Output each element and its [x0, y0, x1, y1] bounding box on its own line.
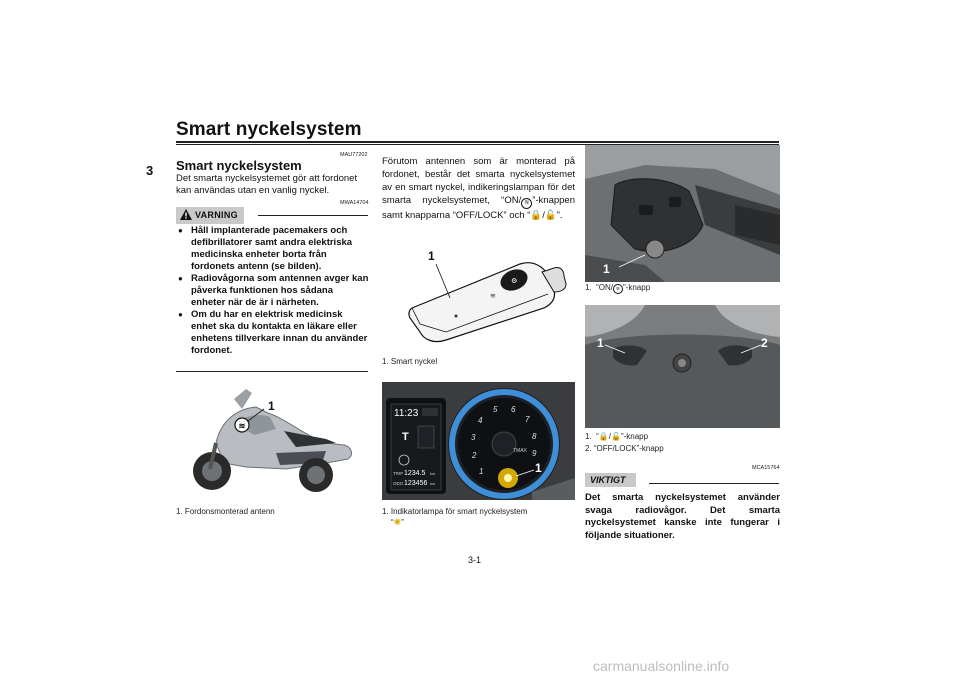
- warning-header: [176, 205, 244, 224]
- dash-trip-unit: km: [430, 471, 436, 476]
- watermark: carmanualsonline.info: [593, 658, 730, 674]
- smart-key-symbol-icon: ≋: [613, 284, 623, 294]
- callout-1: 1: [597, 336, 604, 350]
- figure-caption-symbol: “✺”: [391, 517, 404, 527]
- section-code: MAU77202: [340, 152, 368, 158]
- section-heading: Smart nyckelsystem: [176, 158, 302, 173]
- callout-1: 1: [603, 262, 610, 276]
- page-title: Smart nyckelsystem: [176, 119, 362, 140]
- callout-1: 1: [268, 399, 275, 413]
- warning-item: ● Håll implanterade pacemakers och defibrillatorer samt andra elektriska medicinska enheter borta från fordonets antenn (se bilden).: [176, 225, 369, 273]
- warning-code: MWA14704: [340, 200, 369, 206]
- figure-caption: 1. Indikatorlampa för smart nyckelsystem: [382, 507, 528, 516]
- tick-1: 1: [479, 467, 484, 476]
- callout-2: 2: [761, 336, 768, 350]
- dashboard-figure: [382, 382, 575, 500]
- dash-odo-value: 123456: [404, 480, 428, 487]
- figure-caption: 1. Fordonsmonterad antenn: [176, 507, 275, 516]
- smart-key-figure: [382, 236, 574, 346]
- figure-caption: 1. “ON/ ≋ ”-knapp: [585, 283, 651, 292]
- center-paragraph: Förutom antennen som är monterad på fordonet, består det smarta nyckelsystemet av en smart nyckel, indikeringslampan för det smarta nyckelsystemet, “ON/ ≋ ”-knappen samt knapparna “OFF/LOCK” och “🔒/🔓”.: [382, 156, 575, 221]
- dash-time: 11:23: [394, 408, 419, 419]
- svg-text:≋: ≋: [238, 421, 246, 431]
- tick-8: 8: [532, 432, 537, 441]
- intro-text: Det smarta nyckelsystemet gör att fordonet kan användas utan en vanlig nyckel.: [176, 173, 358, 196]
- warning-list: [176, 225, 369, 357]
- callout-1: 1: [428, 249, 435, 263]
- warning-item: ● Om du har en elektrisk medicinsk enhet ska du kontakta en läkare eller enhetens tillverkare innan du använder fordonet.: [176, 309, 369, 357]
- tick-4: 4: [478, 416, 483, 425]
- dash-odo-unit: km: [430, 481, 436, 486]
- dash-trip-label: TRIP: [393, 471, 404, 476]
- svg-text:T: T: [402, 431, 409, 443]
- svg-text:≋: ≋: [490, 293, 496, 300]
- warning-badge: [176, 207, 244, 224]
- callout-1: 1: [535, 461, 542, 475]
- warning-rule: [258, 215, 368, 216]
- chapter-number: 3: [146, 163, 154, 178]
- page-number: 3-1: [468, 555, 482, 565]
- dash-brand: TMAX: [513, 448, 527, 454]
- tick-5: 5: [493, 405, 498, 414]
- important-code: MCA15764: [752, 465, 780, 471]
- console-figure: [585, 305, 780, 428]
- figure-caption: 1. Smart nyckel: [382, 357, 438, 366]
- unlock-icon: 🔓: [610, 432, 621, 441]
- tick-9: 9: [532, 449, 537, 458]
- tick-3: 3: [471, 433, 476, 442]
- important-badge: VIKTIGT: [585, 473, 636, 487]
- title-rule: [176, 141, 779, 143]
- dash-trip-value: 1234.5: [404, 470, 426, 477]
- warning-label: VARNING: [195, 210, 238, 220]
- smart-key-indicator-icon: ✺: [393, 517, 402, 527]
- figure-caption: 1. “🔒/🔓”-knapp: [585, 432, 649, 441]
- scooter-figure: [176, 383, 369, 496]
- warning-end-rule: [176, 371, 368, 372]
- tick-7: 7: [525, 415, 530, 424]
- important-rule: [649, 483, 779, 484]
- dash-odo-label: ODO: [393, 481, 404, 486]
- svg-text:⚙: ⚙: [510, 276, 519, 286]
- handlebar-figure: [585, 145, 780, 282]
- smart-key-symbol-icon: ≋: [521, 198, 532, 209]
- unlock-icon: 🔓: [544, 210, 557, 221]
- tick-2: 2: [472, 451, 477, 460]
- lock-icon: 🔒: [598, 432, 609, 441]
- tick-6: 6: [511, 405, 516, 414]
- warning-triangle-icon: [180, 209, 192, 222]
- figure-caption: 2. “OFF/LOCK”-knapp: [585, 444, 664, 453]
- important-text: Det smarta nyckelsystemet använder svaga radiovågor. Det smarta nyckelsystemet kanske inte fungerar i följande situationer.: [585, 492, 780, 541]
- lock-icon: 🔒: [530, 210, 543, 221]
- warning-item: ● Radiovågorna som antennen avger kan påverka funktionen hos sådana enheter när de är i närheten.: [176, 273, 369, 309]
